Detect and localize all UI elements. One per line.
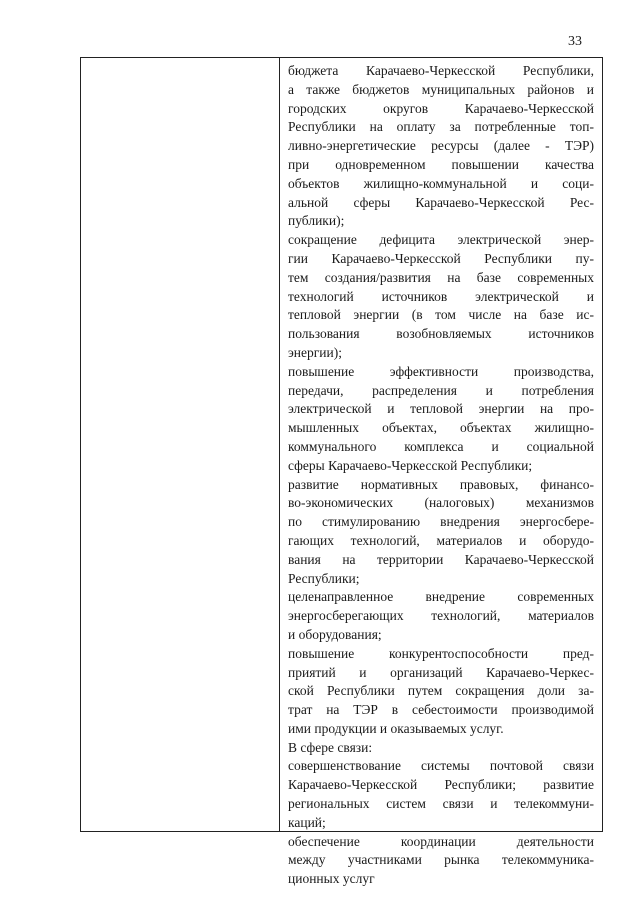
- text-line: электрической и тепловой энергии на про-: [288, 401, 594, 417]
- text-line: повышение эффективности производства,: [288, 363, 594, 379]
- text-line: приятий и организаций Карачаево-Черкес-: [288, 664, 594, 680]
- text-line: трат на ТЭР в себестоимости производимой: [288, 702, 594, 718]
- text-line: обеспечение координации деятельности: [288, 833, 594, 849]
- text-line: ской Республики путем сокращения доли за-: [288, 683, 594, 699]
- text-line: энергосберегающих технологий, материалов: [288, 608, 594, 624]
- text-line: гии Карачаево-Черкесской Республики пу-: [288, 250, 594, 266]
- text-line: тепловой энергии (в том числе на базе ис-: [288, 307, 594, 323]
- text-line: вания на территории Карачаево-Черкесской: [288, 551, 594, 567]
- text-line: альной сферы Карачаево-Черкесской Рес-: [288, 194, 594, 210]
- text-line: во-экономических (налоговых) механизмов: [288, 495, 594, 511]
- text-line: В сфере связи:: [288, 739, 373, 755]
- page-number: 33: [568, 34, 582, 49]
- text-line: мышленных объектах, объектах жилищно-: [288, 420, 594, 436]
- text-line: передачи, распределения и потребления: [288, 382, 594, 398]
- text-line: энергии);: [288, 344, 342, 360]
- text-line: публики);: [288, 213, 345, 229]
- table-left-column: [81, 58, 280, 831]
- text-line: ливно-энергетические ресурсы (далее - ТЭР): [288, 138, 594, 154]
- text-line: между участниками рынка телекоммуника-: [288, 852, 594, 868]
- text-line: и оборудования;: [288, 626, 382, 642]
- text-line: развитие нормативных правовых, финансо-: [288, 476, 594, 492]
- text-line: Республики;: [288, 570, 360, 586]
- text-line: целенаправленное внедрение современных: [288, 589, 594, 605]
- text-line: сферы Карачаево-Черкесской Республики;: [288, 457, 533, 473]
- text-line: бюджета Карачаево-Черкесской Республики,: [288, 63, 594, 78]
- document-table: [80, 57, 603, 887]
- text-line: ционных услуг: [288, 871, 375, 887]
- text-line: при одновременном повышении качества: [288, 156, 594, 172]
- text-line: коммунального комплекса и социальной: [288, 438, 594, 454]
- text-line: а также бюджетов муниципальных районов и: [288, 81, 594, 97]
- text-line: сокращение дефицита электрической энер-: [288, 232, 594, 248]
- text-line: по стимулированию внедрения энергосбере-: [288, 514, 594, 530]
- text-line: пользования возобновляемых источников: [288, 326, 594, 342]
- text-line: тем создания/развития на базе современных: [288, 269, 594, 285]
- text-line: каций;: [288, 814, 326, 830]
- text-line: повышение конкурентоспособности пред-: [288, 645, 594, 661]
- text-line: технологий источников электрической и: [288, 288, 594, 304]
- text-line: гающих технологий, материалов и оборудо-: [288, 532, 594, 548]
- text-line: Республики на оплату за потребленные топ-: [288, 119, 594, 135]
- text-line: региональных систем связи и телекоммуни-: [288, 796, 594, 812]
- text-line: объектов жилищно-коммунальной и соци-: [288, 175, 594, 191]
- text-line: ими продукции и оказываемых услуг.: [288, 720, 504, 736]
- text-line: совершенствование системы почтовой связи: [288, 758, 594, 774]
- text-line: городских округов Карачаево-Черкесской: [288, 100, 594, 116]
- table-right-column: [280, 58, 602, 887]
- text-line: Карачаево-Черкесской Республики; развитие: [288, 777, 594, 793]
